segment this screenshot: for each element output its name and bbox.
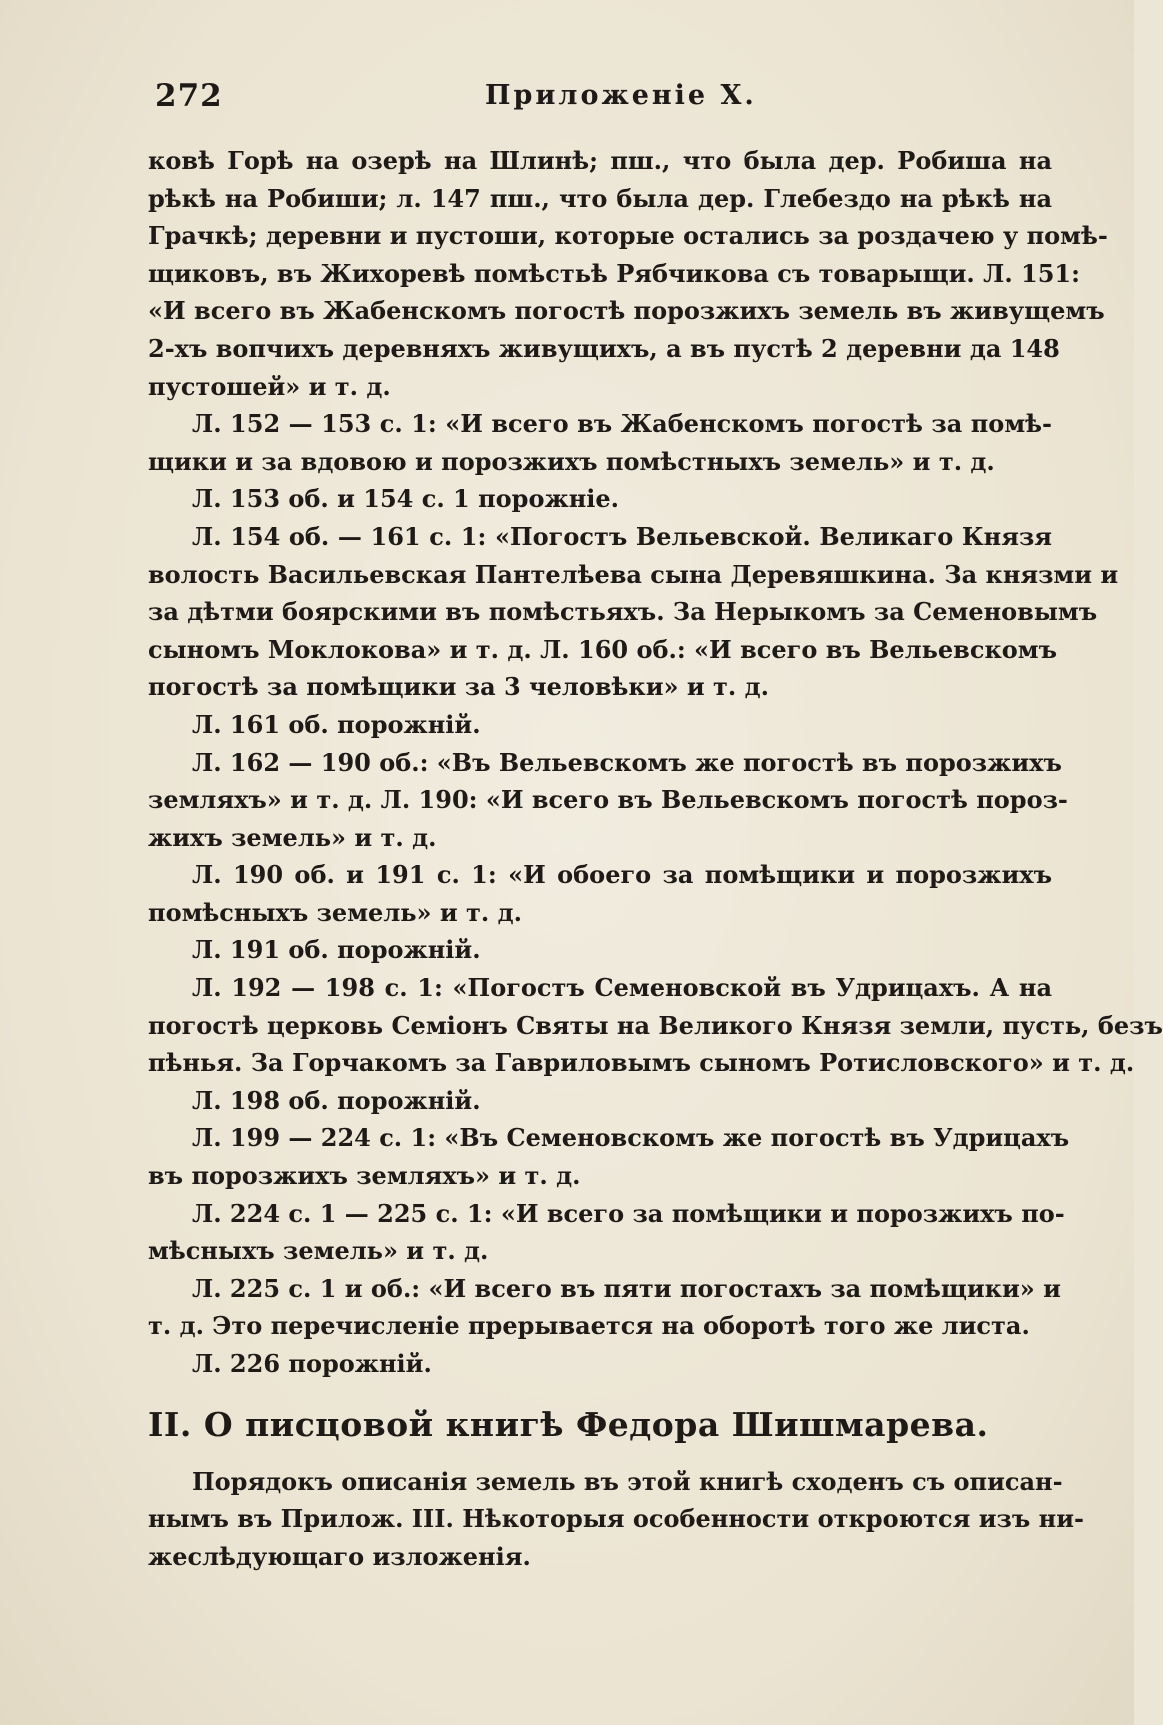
text-line: щиковъ, въ Жихоревѣ помѣстьѣ Рябчикова съ товарыщи. Л. 151: (148, 258, 1080, 288)
text-line: Л. 191 об. порожній. (192, 935, 481, 965)
text-line: нымъ въ Прилож. III. Нѣкоторыя особенности откроются изъ ни- (148, 1504, 1084, 1534)
paragraph (148, 1195, 1065, 1270)
running-head: Приложеніе X. (485, 80, 757, 111)
paragraph (148, 518, 1119, 706)
text-line: Грачкѣ; деревни и пустоши, которые остались за роздачею у помѣ- (148, 221, 1108, 251)
text-line: Л. 192 — 198 с. 1: «Погостъ Семеновской въ Удрицахъ. А на (192, 973, 1052, 1003)
text-line: погостѣ церковь Семіонъ Святы на Великого Князя земли, пусть, безъ (148, 1010, 1163, 1040)
paragraph (148, 1270, 1061, 1345)
paragraph (148, 480, 1052, 518)
text-line: Л. 225 с. 1 и об.: «И всего въ пяти погостахъ за помѣщики» и (192, 1273, 1061, 1303)
text-line: жихъ земель» и т. д. (148, 822, 437, 852)
text-line: Л. 190 об. и 191 с. 1: «И обоего за помѣщики и порозжихъ (192, 860, 1052, 890)
text-line: помѣсныхъ земель» и т. д. (148, 897, 522, 927)
paragraph (148, 1119, 1070, 1194)
text-line: Л. 161 об. порожній. (192, 709, 481, 739)
paragraph (148, 706, 1052, 744)
text-line: мѣсныхъ земель» и т. д. (148, 1236, 489, 1266)
text-line: жеслѣдующаго изложенія. (148, 1541, 531, 1571)
text-line: щики и за вдовою и порозжихъ помѣстныхъ земель» и т. д. (148, 446, 995, 476)
text-line: ковѣ Горѣ на озерѣ на Шлинѣ; пш., что была дер. Робиша на (148, 146, 1052, 175)
paragraph (148, 1463, 1084, 1576)
section-title: II. О писцовой книгѣ Федора Шишмарева. (148, 1404, 989, 1444)
page-number: 272 (155, 78, 223, 114)
page-header (155, 78, 1034, 118)
text-line: земляхъ» и т. д. Л. 190: «И всего въ Вельевскомъ погостѣ пороз- (148, 785, 1068, 815)
paragraph (148, 931, 1052, 969)
text-line: Л. 226 порожній. (192, 1349, 432, 1378)
paragraph (148, 142, 1108, 405)
paragraph (148, 969, 1163, 1082)
text-line: Л. 224 с. 1 — 225 с. 1: «И всего за помѣщики и порозжихъ по- (192, 1198, 1065, 1228)
section-text (148, 1463, 1084, 1576)
text-line: Л. 154 об. — 161 с. 1: «Погостъ Вельевской. Великаго Князя (192, 521, 1052, 551)
text-line: рѣкѣ на Робиши; л. 147 пш., что была дер. Глебездо на рѣкѣ на (148, 183, 1052, 213)
text-line: волость Васильевская Пантелѣева сына Деревяшкина. За князми и (148, 559, 1119, 589)
text-line: погостѣ за помѣщики за 3 человѣки» и т. д. (148, 672, 769, 702)
text-line: Л. 153 об. и 154 с. 1 порожніе. (192, 484, 620, 514)
text-line: 2-хъ вопчихъ деревняхъ живущихъ, а въ пустѣ 2 деревни да 148 (148, 333, 1060, 363)
paragraph (148, 856, 1052, 931)
text-line: пѣнья. За Горчакомъ за Гавриловымъ сыномъ Ротисловского» и т. д. (148, 1048, 1135, 1078)
text-line: «И всего въ Жабенскомъ погостѣ порозжихъ земель въ живущемъ (148, 296, 1105, 326)
text-line: за дѣтми боярскими въ помѣстьяхъ. За Нерыкомъ за Семеновымъ (148, 597, 1098, 627)
paragraph (148, 744, 1068, 857)
text-line: сыномъ Моклокова» и т. д. Л. 160 об.: «И всего въ Вельевскомъ (148, 634, 1058, 664)
body-text (148, 142, 1163, 1383)
paragraph (148, 1345, 1052, 1383)
text-line: въ порозжихъ земляхъ» и т. д. (148, 1161, 581, 1191)
text-line: Л. 162 — 190 об.: «Въ Вельевскомъ же погостѣ въ порозжихъ (192, 747, 1062, 777)
text-line: Порядокъ описанія земель въ этой книгѣ сходенъ съ описан- (192, 1466, 1063, 1496)
paragraph (148, 1082, 1052, 1120)
text-line: Л. 152 — 153 с. 1: «И всего въ Жабенскомъ погостѣ за помѣ- (192, 409, 1052, 439)
page-body (148, 142, 1163, 1575)
text-line: Л. 199 — 224 с. 1: «Въ Семеновскомъ же погостѣ въ Удрицахъ (192, 1123, 1070, 1153)
text-line: т. д. Это перечисленіе прерывается на оборотѣ того же листа. (148, 1311, 1030, 1341)
text-line: пустошей» и т. д. (148, 371, 391, 401)
paragraph (148, 405, 1052, 480)
text-line: Л. 198 об. порожній. (192, 1085, 481, 1115)
